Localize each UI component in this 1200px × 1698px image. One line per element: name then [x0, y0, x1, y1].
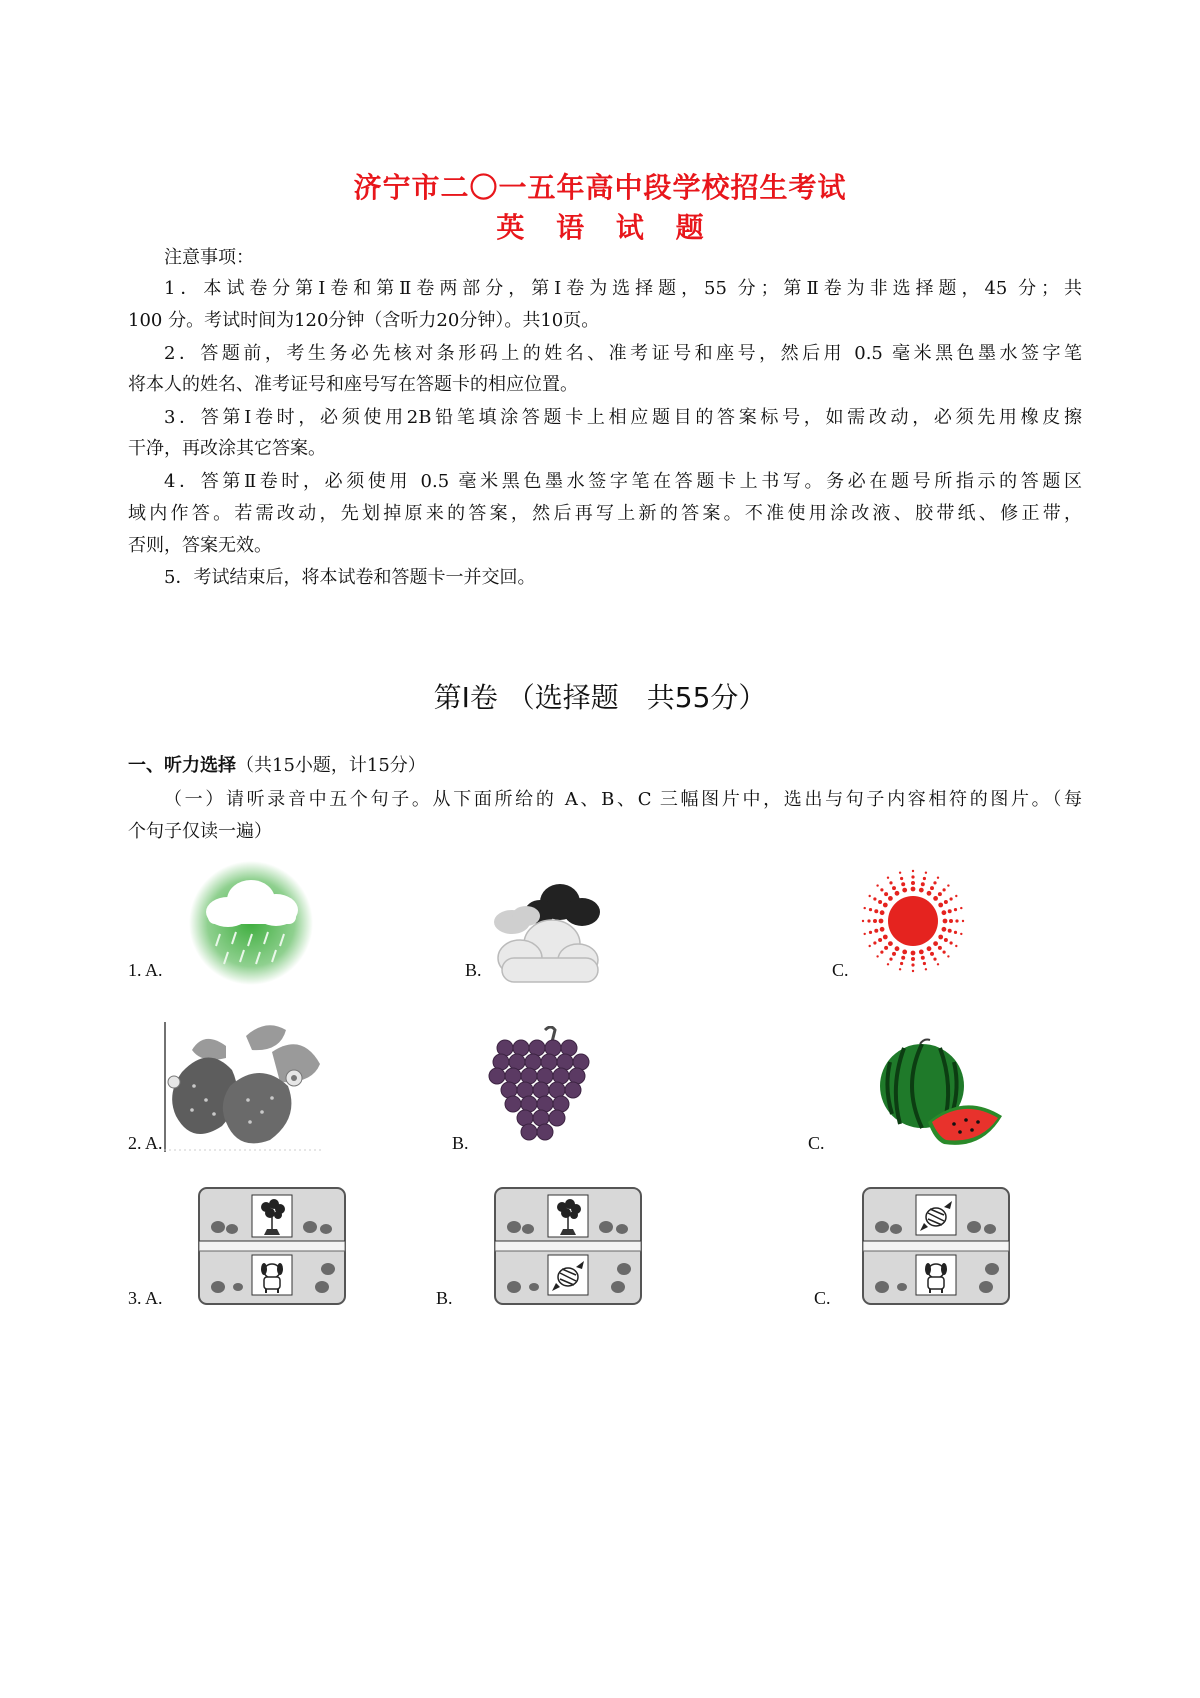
sun-ray-dot: [947, 884, 949, 886]
sun-ray-dot: [864, 933, 866, 935]
sun-ray-dot: [869, 931, 872, 934]
grape: [533, 1082, 549, 1098]
sun-ray-dot: [911, 887, 916, 892]
sun-ray-dot: [892, 952, 896, 956]
watermelon-icon[interactable]: [874, 1036, 1004, 1146]
sun-ray-dot: [947, 955, 949, 957]
notice-line: 将本人的姓名、准考证号和座号写在答题卡的相应位置。: [128, 374, 578, 395]
grape: [517, 1082, 533, 1098]
grape: [509, 1054, 525, 1070]
sun-ray-dot: [876, 955, 878, 957]
grape: [537, 1096, 553, 1112]
sun-ray-dot: [869, 945, 871, 947]
section-instruction: 个句子仅读一遍）: [128, 821, 272, 842]
sun-ray-dot: [911, 875, 914, 878]
grape: [513, 1040, 529, 1056]
rain-cloud-icon[interactable]: [188, 860, 314, 986]
grape: [497, 1040, 513, 1056]
sun-ray-dot: [902, 888, 907, 893]
sun-ray-dot: [921, 956, 925, 960]
section-instruction: （一）请听录音中五个句子。从下面所给的 A、B、C 三幅图片中，选出与句子内容相符的图片。（每: [164, 789, 1082, 810]
sun-ray-dot: [892, 886, 896, 890]
sun-ray-dot: [960, 933, 962, 935]
sun-ray-dot: [938, 946, 942, 950]
notice-line: 2．答题前，考生务必先核对条形码上的姓名、准考证号和座号，然后用 0.5 毫米黑色墨水签字笔: [164, 343, 1082, 364]
grape: [537, 1068, 553, 1084]
volume-heading: 第Ⅰ卷 （选择题 共55分）: [433, 681, 767, 714]
sun-ray-dot: [955, 945, 957, 947]
sun-ray-dot: [887, 877, 889, 879]
sun-ray-dot: [880, 927, 885, 932]
sun-ray-dot: [950, 897, 953, 900]
sun-ray-dot: [938, 892, 942, 896]
q3-option-b-label: B.: [436, 1288, 453, 1308]
sun-ray-dot: [938, 935, 943, 940]
sun-ray-dot: [869, 895, 871, 897]
q2-option-a-label: 2. A.: [128, 1133, 163, 1153]
shelf-flower-dog-icon[interactable]: [198, 1187, 346, 1305]
sun-ray-dot: [879, 919, 884, 924]
sun-ray-dot: [954, 908, 957, 911]
notice-line: 干净，再改涂其它答案。: [128, 438, 326, 459]
grape: [545, 1040, 561, 1056]
sun-ray-dot: [954, 931, 957, 934]
sun-ray-dot: [878, 900, 882, 904]
sun-ray-dot: [933, 881, 936, 884]
sun-ray-dot: [901, 956, 905, 960]
q3-option-c-label: C.: [814, 1288, 831, 1308]
sun-ray-dot: [930, 952, 934, 956]
sun-ray-dot: [925, 872, 927, 874]
grape: [501, 1082, 517, 1098]
q1-option-a-label: 1. A.: [128, 960, 163, 980]
sun-ray-dot: [888, 941, 893, 946]
grape: [549, 1082, 565, 1098]
grape: [549, 1110, 565, 1126]
grape: [537, 1124, 553, 1140]
grape: [505, 1096, 521, 1112]
sun-ray-dot: [944, 900, 948, 904]
sun-ray-dot: [880, 888, 883, 891]
sun-ray-dot: [873, 919, 877, 923]
cloudy-icon[interactable]: [490, 882, 602, 984]
sun-ray-dot: [933, 958, 936, 961]
exam-subject: 英 语 试 题: [496, 211, 704, 244]
sun-ray-dot: [887, 963, 889, 965]
sun-ray-dot: [923, 962, 926, 965]
sun-ray-dot: [889, 958, 892, 961]
grape: [521, 1068, 537, 1084]
sun-ray-dot: [880, 951, 883, 954]
q3-option-a-label: 3. A.: [128, 1288, 163, 1308]
sun-ray-dot: [938, 903, 943, 908]
sun-ray-dot: [911, 963, 914, 966]
grape: [521, 1096, 537, 1112]
grape: [517, 1110, 533, 1126]
sun-ray-dot: [899, 968, 901, 970]
grape: [521, 1124, 537, 1140]
sun-ray-dot: [919, 950, 924, 955]
sun-ray-dot: [948, 929, 952, 933]
sun-ray-dot: [949, 919, 953, 923]
sun-ray-dot: [937, 963, 939, 965]
section-title: 一、听力选择: [128, 755, 236, 776]
sun-ray-dot: [927, 946, 932, 951]
sun-ray-dot: [883, 935, 888, 940]
sun-ray-dot: [930, 886, 934, 890]
sun-ray-dot: [873, 941, 876, 944]
grape: [553, 1068, 569, 1084]
sun-ray-dot: [911, 957, 915, 961]
sun-ray-dot: [864, 907, 866, 909]
sun-ray-dot: [884, 892, 888, 896]
sun-ray-dot: [888, 896, 893, 901]
sun-ray-dot: [923, 877, 926, 880]
sun-ray-dot: [960, 907, 962, 909]
sun-ray-dot: [943, 888, 946, 891]
grape: [493, 1054, 509, 1070]
sun-ray-dot: [911, 951, 916, 956]
grape: [573, 1054, 589, 1070]
notice-line: 1．本试卷分第Ⅰ卷和第Ⅱ卷两部分，第Ⅰ卷为选择题，55 分；第Ⅱ卷为非选择题，45 分；共: [164, 278, 1082, 299]
sun-ray-dot: [880, 910, 885, 915]
sun-ray-dot: [874, 909, 878, 913]
sun-ray-dot: [933, 896, 938, 901]
notice-line: 5．考试结束后，将本试卷和答题卡一并交回。: [164, 567, 536, 588]
sun-ray-dot: [884, 946, 888, 950]
grape: [565, 1082, 581, 1098]
sun-ray-dot: [895, 946, 900, 951]
notice-line: 域内作答。若需改动，先划掉原来的答案，然后再写上新的答案。不准使用涂改液、胶带纸、修正带，: [128, 503, 1082, 524]
sun-ray-dot: [911, 881, 915, 885]
sun-ray-dot: [901, 882, 905, 886]
sun-ray-dot: [895, 891, 900, 896]
strawberry-icon[interactable]: [164, 1022, 324, 1152]
q2-option-b-label: B.: [452, 1133, 469, 1153]
sun-icon[interactable]: [858, 866, 968, 976]
sun-ray-dot: [942, 927, 947, 932]
grape: [553, 1096, 569, 1112]
shelf-candy-dog-icon[interactable]: [862, 1187, 1010, 1305]
grape: [569, 1068, 585, 1084]
sun-ray-dot: [873, 897, 876, 900]
sun-ray-dot: [900, 962, 903, 965]
sun-ray-dot: [937, 877, 939, 879]
sun-ray-dot: [955, 895, 957, 897]
grape: [505, 1068, 521, 1084]
notice-line: 100 分。考试时间为120分钟（含听力20分钟）。共10页。: [128, 310, 600, 331]
sun-ray-dot: [933, 941, 938, 946]
q1-option-b-label: B.: [465, 960, 482, 980]
exam-title: 济宁市二〇一五年高中段学校招生考试: [353, 171, 847, 204]
sun-ray-dot: [878, 938, 882, 942]
notice-line: 4．答第Ⅱ卷时，必须使用 0.5 毫米黑色墨水签字笔在答题卡上书写。务必在题号所指示的答题区: [164, 471, 1082, 492]
sun-ray-dot: [948, 909, 952, 913]
grape: [557, 1054, 573, 1070]
sun-ray-dot: [955, 919, 958, 922]
sun-ray-dot: [942, 910, 947, 915]
sun-ray-dot: [943, 951, 946, 954]
sun-ray-dot: [912, 870, 914, 872]
sun-ray-dot: [899, 872, 901, 874]
sun-ray-dot: [862, 920, 864, 922]
grape: [489, 1068, 505, 1084]
grape: [541, 1054, 557, 1070]
sun-ray-dot: [902, 950, 907, 955]
notice-line: 否则，答案无效。: [128, 535, 272, 556]
grape: [525, 1054, 541, 1070]
sun-ray-dot: [962, 920, 964, 922]
sun-ray-dot: [943, 919, 948, 924]
sun-ray-dot: [874, 929, 878, 933]
sun-ray-dot: [927, 891, 932, 896]
sun-ray-dot: [883, 903, 888, 908]
grape: [529, 1040, 545, 1056]
sun-ray-dot: [950, 941, 953, 944]
grapes-icon[interactable]: [475, 1026, 600, 1151]
sun-ray-dot: [919, 888, 924, 893]
sun-ray-dot: [921, 882, 925, 886]
notice-heading: 注意事项：: [164, 247, 254, 268]
shelf-flower-candy-icon[interactable]: [494, 1187, 642, 1305]
sun-ray-dot: [925, 968, 927, 970]
sun-ray-dot: [912, 970, 914, 972]
sun-ray-dot: [889, 881, 892, 884]
sun-ray-dot: [944, 938, 948, 942]
q1-option-c-label: C.: [832, 960, 849, 980]
grape: [533, 1110, 549, 1126]
notice-line: 3．答第Ⅰ卷时，必须使用2B铅笔填涂答题卡上相应题目的答案标号，如需改动，必须先用橡皮擦: [164, 407, 1082, 428]
q2-option-c-label: C.: [808, 1133, 825, 1153]
section-points: （共15小题，计15分）: [236, 755, 426, 776]
sun-ray-dot: [867, 919, 870, 922]
section-heading: [128, 751, 426, 777]
sun-ray-dot: [869, 908, 872, 911]
grape: [561, 1040, 577, 1056]
sun-ray-dot: [900, 877, 903, 880]
sun-ray-dot: [876, 884, 878, 886]
